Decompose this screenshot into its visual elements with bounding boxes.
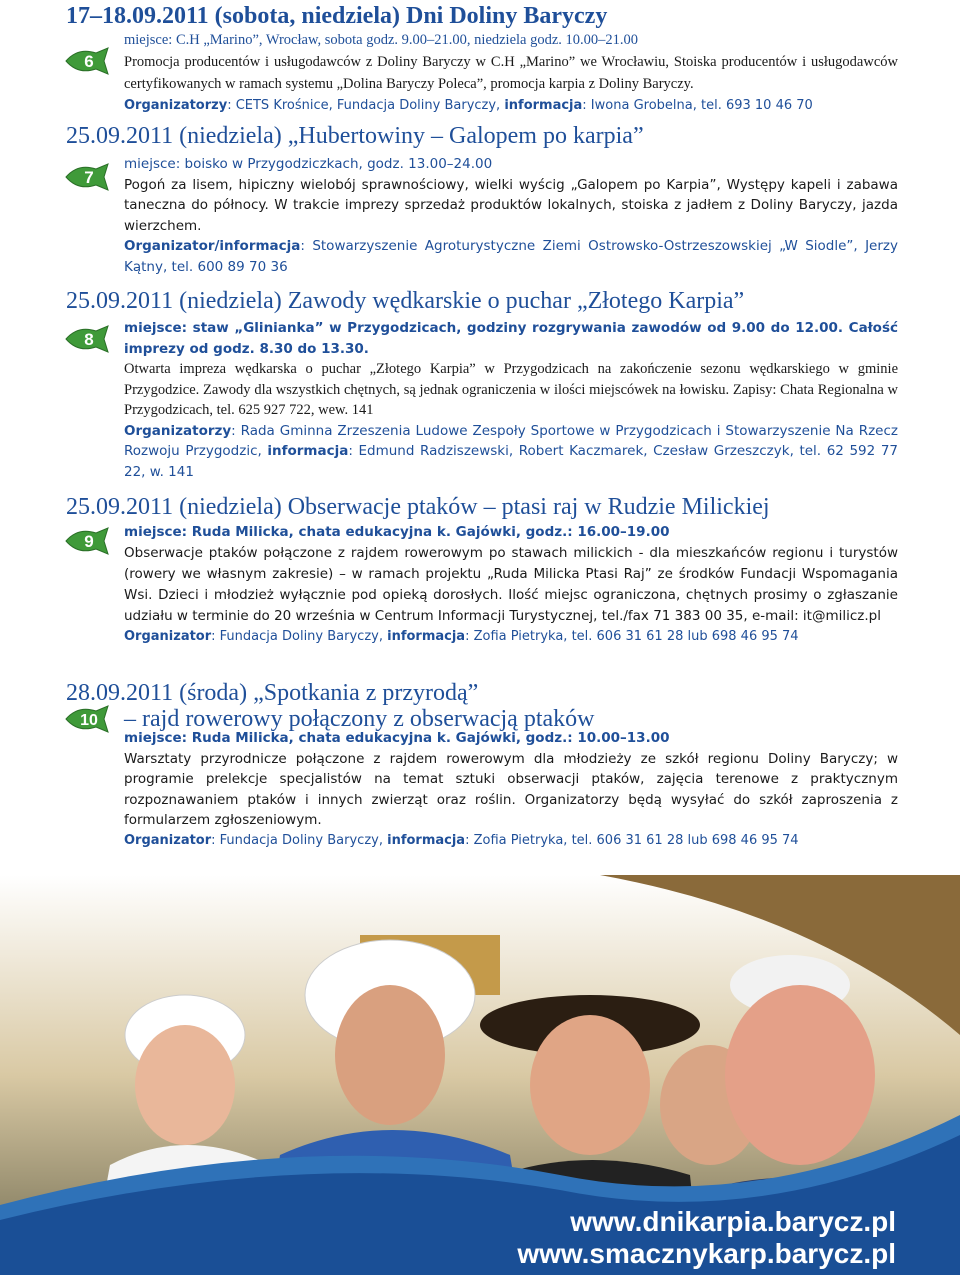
url-smacznykarp[interactable]: www.smacznykarp.barycz.pl: [517, 1238, 896, 1269]
svg-text:10: 10: [80, 712, 98, 729]
url-dnikarpia[interactable]: www.dnikarpia.barycz.pl: [570, 1206, 896, 1237]
fish-number-icon: [62, 46, 112, 76]
event-description: Warsztaty przyrodnicze połączone z rajdem rowerowym dla młodzieży ze szkół regionu Doliny Baryczy; w programie prelekcje specjalistów na temat sztuki obserwacji ptaków, zajęcia terenowe z praktycznym rozpoznawaniem ptaków i innych zwierząt oraz roślin. Organizatorzy będą wysyłać do szkół zaproszenia z formularzem zgłoszeniowym.: [124, 750, 898, 828]
event-description: Promocja producentów i usługodawców z Doliny Baryczy w C.H „Marino” we Wrocławiu, Stoiska producentów i usługodawców certyfikowanych w ramach systemu „Dolina Baryczy Poleca”, promocja karpia z Doliny Baryczy.: [124, 53, 898, 92]
event-date: 17–18.09.2011 (sobota, niedziela) Dni Doliny Baryczy: [66, 3, 608, 29]
event-place: miejsce: Ruda Milicka, chata edukacyjna k. Gajówki, godz.: 10.00–13.00: [124, 730, 670, 746]
event-organizer: Organizator: Fundacja Doliny Baryczy, informacja: Zofia Pietryka, tel. 606 31 61 28 lub 698 46 95 74: [124, 832, 799, 848]
event-place: miejsce: Ruda Milicka, chata edukacyjna k. Gajówki, godz.: 16.00–19.00: [124, 524, 670, 540]
event-organizer: Organizatorzy: CETS Krośnice, Fundacja Doliny Baryczy, informacja: Iwona Grobelna, tel. 693 10 46 70: [124, 97, 813, 113]
event-date: 25.09.2011 (niedziela) Obserwacje ptaków – ptasi raj w Rudzie Milickiej: [66, 494, 770, 520]
event-organizer: Organizator: Fundacja Doliny Baryczy, informacja: Zofia Pietryka, tel. 606 31 61 28 lub 698 46 95 74: [124, 628, 799, 644]
svg-text:8: 8: [84, 330, 94, 349]
event-place: miejsce: staw „Glinianka” w Przygodzicach, godziny rozgrywania zawodów od 9.00 do 12.00. Całość imprezy od godz. 8.30 do 13.30.: [124, 320, 898, 357]
event-date: 28.09.2011 (środa) „Spotkania z przyrodą” – rajd rowerowy połączony z obserwacją ptaków: [66, 680, 595, 732]
event-description: Otwarta impreza wędkarska o puchar „Złotego Karpia” w Przygodzicach na zakończenie sezonu wędkarskiego w gminie Przygodzice. Zawody dla wszystkich chętnych, są jednak ograniczenia w ilości miejscówek na łowisku. Zapisy: Chata Regionalna w Przygodzicach, tel. 625 927 722, wew. 141: [124, 361, 898, 418]
event-place: miejsce: C.H „Marino”, Wrocław, sobota godz. 9.00–21.00, niedziela godz. 10.00–21.00: [124, 32, 639, 48]
svg-text:9: 9: [84, 532, 94, 551]
event-date: 25.09.2011 (niedziela) „Hubertowiny – Galopem po karpia”: [66, 123, 644, 149]
fish-number-icon: [62, 526, 112, 556]
event-place: miejsce: boisko w Przygodziczkach, godz. 13.00–24.00: [124, 156, 493, 172]
svg-text:7: 7: [84, 168, 94, 187]
event-description: Pogoń za lisem, hipiczny wielobój sprawnościowy, wielki wyścig „Galopem po Karpia”, Występy kapeli i zabawa taneczna do północy. W trakcie imprezy sprzedaż produktów lokalnych, stoiska z jadłem z Doliny Baryczy, jazda wierzchem.: [124, 176, 898, 234]
fish-number-icon: [62, 704, 112, 734]
event-organizer: Organizatorzy: Rada Gminna Zrzeszenia Ludowe Zespoły Sportowe w Przygodzicach i Stowarzyszenie Na Rzecz Rozwoju Przygodzic, informacja: Edmund Radziszewski, Robert Kaczmarek, Czesław Grzeszczyk, tel. 62 592 77 22, w. 141: [124, 422, 898, 480]
fish-number-icon: [62, 162, 112, 192]
fish-number-icon: [62, 324, 112, 354]
event-description: Obserwacje ptaków połączone z rajdem rowerowym po stawach milickich - dla mieszkańców regionu i turystów (rowery we własnym zakresie) – w ramach projektu „Ruda Milicka Ptasi Raj” ze środków Fundacji Wspomagania Wsi. Dzieci i młodzież wyłącznie pod opieką dorosłych. Ilość miejsc ograniczona, chętnych prosimy o zgłaszanie udziału w terminie do 20 września w Centrum Informacji Turystycznej, tel./fax 71 383 00 35, e-mail: it@milicz.pl: [124, 544, 898, 624]
event-organizer: Organizator/informacja: Stowarzyszenie Agroturystyczne Ziemi Ostrowsko-Ostrzeszowskiej „W Siodle”, Jerzy Kątny, tel. 600 89 70 36: [124, 238, 898, 275]
fish-number: 6: [84, 52, 94, 71]
event-date: 25.09.2011 (niedziela) Zawody wędkarskie o puchar „Złotego Karpia”: [66, 288, 745, 314]
